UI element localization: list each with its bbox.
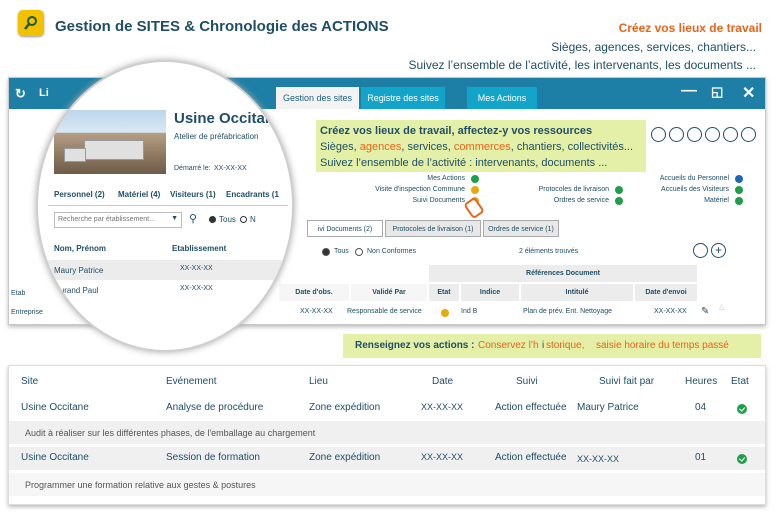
zoom-lens <box>36 60 294 352</box>
tagline-3: Suivez l’ensemble de l’activité, les intervenants, les documents ... <box>408 58 756 72</box>
th-etat: Etat <box>731 376 749 387</box>
row2-event: Session de formation <box>166 452 260 463</box>
row1-site[interactable]: Usine Occitane <box>21 402 89 413</box>
row2-lieu: Zone expédition <box>309 452 381 463</box>
row1-par: Maury Patrice <box>577 402 639 413</box>
col-name: Nom, Prénom <box>54 244 107 253</box>
actions-banner: Renseignez vos actions : Conservez l’h i storique, saisie horaire du temps passé <box>343 334 761 358</box>
minimize-icon[interactable]: — <box>681 82 697 99</box>
row2-date: XX-XX-XX <box>421 452 464 462</box>
site-subtitle: Atelier de préfabrication <box>174 132 259 141</box>
started-value: XX-XX-XX <box>214 165 247 172</box>
row1-event: Analyse de procédure <box>166 402 264 413</box>
row2-suivi: Action effectuée <box>495 452 567 463</box>
tab-mes-actions[interactable]: Mes Actions <box>467 87 537 109</box>
th-suivi-par: Suivi fait par <box>599 376 655 387</box>
stat-accueils-visiteurs[interactable]: Accueils des Visiteurs <box>661 186 729 193</box>
toolbar-icon-2[interactable] <box>669 127 684 142</box>
row-valide: Responsable de service <box>347 308 422 315</box>
radio-tous-zoom-label: Tous <box>219 215 236 224</box>
stat-mes-actions[interactable]: Mes Actions <box>427 175 465 182</box>
stat-suivi-docs[interactable]: Suivi Documents <box>412 197 465 204</box>
highlight-line-3: Suivez l’ensemble de l’activité : intervenants, documents ... <box>320 157 608 169</box>
tab-gestion-sites[interactable]: Gestion des sites <box>276 87 359 109</box>
status-dot <box>735 175 743 183</box>
row2-site[interactable]: Usine Occitane <box>21 452 89 463</box>
highlight-line-2: Sièges, agences, services, commerces, chantiers, collectivités... <box>320 141 634 153</box>
popout-icon[interactable]: ◱ <box>711 84 724 99</box>
search-placeholder: Recherche par établissement... <box>58 216 155 223</box>
th-lieu: Lieu <box>309 376 328 387</box>
radio-tous-label: Tous <box>334 248 349 255</box>
stat-ordres[interactable]: Ordres de service <box>553 197 609 204</box>
toolbar-icon-1[interactable] <box>651 127 666 142</box>
status-dot <box>735 186 743 194</box>
tagline-2: Sièges, agences, services, chantiers... <box>551 40 756 54</box>
row2-heures: 01 <box>695 452 707 463</box>
left-entreprise: Entreprise <box>11 309 43 316</box>
row1-suivi: Action effectuée <box>495 402 567 413</box>
col-etat: Etat <box>429 284 459 301</box>
toolbar-icon-3[interactable] <box>687 127 702 142</box>
th-date: Date <box>432 376 454 387</box>
check-icon <box>737 454 747 464</box>
subtab-protocoles[interactable]: Protocoles de livraison (1) <box>385 220 481 237</box>
person-name: Durand Paul <box>54 286 99 295</box>
tab-registre-sites[interactable]: Registre des sites <box>361 87 445 109</box>
row2-band <box>9 447 765 470</box>
close-icon[interactable]: ✕ <box>742 85 756 102</box>
row1-heures: 04 <box>695 402 707 413</box>
check-icon <box>737 404 747 414</box>
th-site: Site <box>21 376 39 387</box>
toolbar-icon-6[interactable] <box>741 127 756 142</box>
row1-desc: Audit à réaliser sur les différentes phases, de l'emballage au chargement <box>25 428 316 438</box>
stat-materiel[interactable]: Matériel <box>704 197 729 204</box>
tab-personnel[interactable]: Personnel (2) <box>54 190 105 199</box>
stat-visite[interactable]: Visite d'inspection Commune <box>375 186 465 193</box>
search-icon[interactable]: ⚲ <box>189 213 198 225</box>
row-intitule: Plan de prév. Ent. Nettoyage <box>523 308 612 315</box>
search-app-icon <box>18 10 44 36</box>
row1-lieu: Zone expédition <box>309 402 381 413</box>
ref-doc-header: Références Document <box>429 265 697 282</box>
row2-desc: Programmer une formation relative aux gestes & postures <box>25 480 256 490</box>
stat-accueils-personnel[interactable]: Accueils du Personnel <box>659 175 729 182</box>
row-envoi: XX-XX-XX <box>654 308 687 315</box>
radio-nc-label: Non Conformes <box>367 248 417 255</box>
actions-table <box>8 365 766 505</box>
row2-par: XX-XX-XX <box>577 454 620 464</box>
radio-n-zoom-label: N <box>250 215 256 224</box>
tagline-1: Créez vos lieux de travail <box>618 21 762 35</box>
app-brand: Li <box>39 87 49 99</box>
row1-date: XX-XX-XX <box>421 402 464 412</box>
status-dot <box>441 309 449 317</box>
tab-visiteurs[interactable]: Visiteurs (1) <box>170 190 216 199</box>
person-name: Maury Patrice <box>54 266 104 275</box>
status-dot <box>471 175 479 183</box>
tab-materiel[interactable]: Matériel (4) <box>118 190 161 199</box>
status-dot <box>471 186 479 194</box>
person-etab: XX-XX-XX <box>180 265 213 272</box>
toolbar-icon-5[interactable] <box>723 127 738 142</box>
search-select[interactable] <box>54 212 182 228</box>
col-etablissement: Etablissement <box>172 244 227 253</box>
subtab-suivi-docs[interactable]: ivi Documents (2) <box>307 220 383 237</box>
print-icon[interactable] <box>693 243 708 258</box>
col-indice: Indice <box>461 284 519 301</box>
person-etab: XX-XX-XX <box>180 285 213 292</box>
radio-non-conformes[interactable] <box>355 248 363 256</box>
link-icon: ↻ <box>15 86 26 101</box>
site-name: Usine Occitan <box>174 110 275 127</box>
add-icon[interactable]: + <box>711 243 726 258</box>
col-date-obs: Date d'obs. <box>279 284 349 301</box>
subtab-ordres[interactable]: Ordres de service (1) <box>483 220 559 237</box>
row-indice: Ind B <box>461 308 478 315</box>
radio-tous-zoom[interactable] <box>209 216 216 223</box>
radio-n-zoom[interactable] <box>240 216 247 223</box>
left-etab: Etab <box>11 290 26 297</box>
page-title: Gestion de SITES & Chronologie des ACTIONS <box>55 18 389 35</box>
chevron-down-icon: ▼ <box>171 215 178 222</box>
radio-tous[interactable] <box>322 248 330 256</box>
row-date: XX-XX-XX <box>300 308 333 315</box>
edit-icon[interactable]: ✎ <box>701 306 710 317</box>
th-evenement: Evénement <box>166 376 217 387</box>
found-count: 2 éléments trouvés <box>519 248 579 255</box>
tab-encadrants[interactable]: Encadrants (1 <box>226 190 279 199</box>
stat-protocoles[interactable]: Protocoles de livraison <box>538 186 609 193</box>
status-dot <box>735 197 743 205</box>
col-date-envoi: Date d'envoi <box>635 284 697 301</box>
started-label: Démarré le: <box>174 165 211 172</box>
th-suivi: Suivi <box>516 376 538 387</box>
th-heures: Heures <box>685 376 718 387</box>
feature-highlight <box>316 120 646 172</box>
toolbar-icon-4[interactable] <box>705 127 720 142</box>
highlight-line-1: Créez vos lieux de travail, affectez-y vos ressources <box>320 125 593 137</box>
col-intitule: Intitulé <box>521 284 633 301</box>
col-valide-par: Validé Par <box>351 284 427 301</box>
scroll-up-icon[interactable]: △ <box>719 304 725 311</box>
site-photo <box>54 110 166 174</box>
